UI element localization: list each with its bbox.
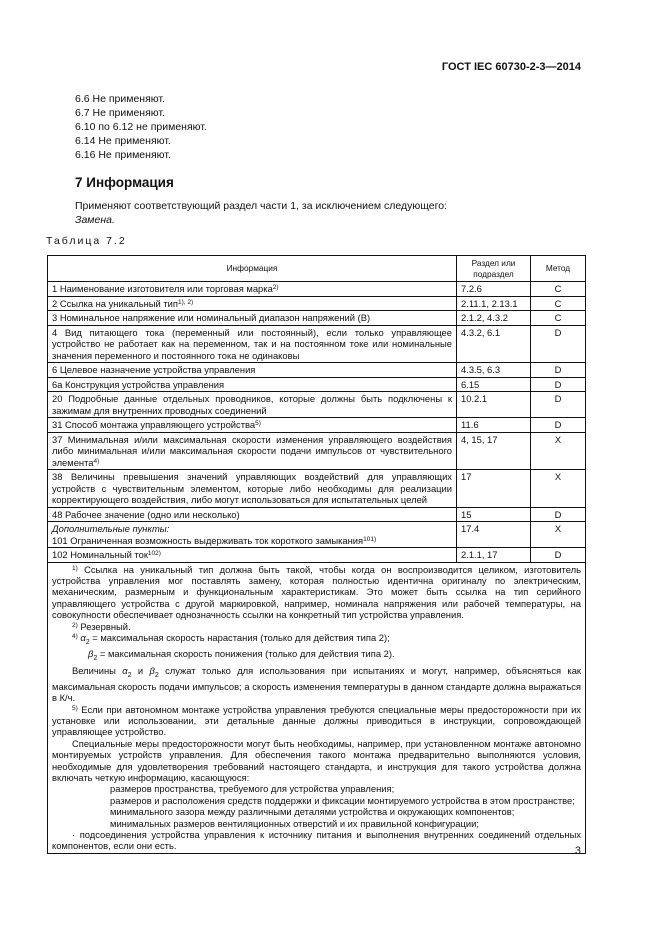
- cell-method: X: [531, 522, 586, 548]
- cell-info: [48, 392, 457, 418]
- footnote-ref: 2): [272, 284, 279, 291]
- info-text: 37 Минимальная и/или максимальная скорости изменения управляющего воздействия либо минимальная и/или максимальная скорости подачи импульсов от чувствительного элемента: [52, 433, 452, 468]
- bullet-mark: ·: [72, 829, 76, 841]
- cell-method: D: [531, 392, 586, 418]
- footnote: [52, 564, 581, 621]
- footnote-text: Специальные меры предосторожности могут быть необходимы, например, при установленном монтаже автономно монтируемых устройств управления. Для обеспечения такого монтажа предварительно выполняются условия, необходимые для удовлетворения требований настоящего стандарта, и инструкция для такого устройства должна включать четкую информацию, касающуюся:: [52, 737, 581, 784]
- cell-info: [48, 363, 457, 378]
- footnote-ref: 5): [255, 420, 261, 427]
- info-subheading: Дополнительные пункты:: [52, 523, 170, 534]
- cell-info: [48, 522, 457, 548]
- footnote-text: и: [137, 664, 144, 676]
- subscript: 2: [154, 671, 159, 679]
- table-row: [48, 325, 586, 363]
- header-method: Метод: [531, 256, 586, 282]
- section-title: 7 Информация: [75, 175, 174, 190]
- footnote-mark: 5): [72, 704, 78, 712]
- cell-section: 2.1.1, 17: [457, 548, 531, 563]
- alpha-symbol: α: [122, 664, 128, 676]
- cell-section: 7.2.6: [457, 282, 531, 297]
- footnote-mark: 2): [72, 621, 78, 629]
- list-item: минимальных размеров вентиляционных отверстий и их правильной конфигурации;: [110, 817, 479, 829]
- cell-method: C: [531, 282, 586, 297]
- footnote-text: Величины: [72, 664, 116, 676]
- cell-section: 2.1.2, 4.3.2: [457, 311, 531, 326]
- footnote: [52, 704, 581, 738]
- footnote: [52, 621, 581, 632]
- table-row: [48, 282, 586, 297]
- table-row: [48, 548, 586, 563]
- footnote-text: подсоединения устройства управления к источнику питания и выполнения внутренних соединений отдельных компонентов, если они есть.: [52, 829, 581, 852]
- document-header: ГОСТ IEC 60730-2-3—2014: [441, 61, 581, 73]
- cell-method: D: [531, 325, 586, 363]
- cell-method: X: [531, 470, 586, 508]
- clause-line: 6.14 Не применяют.: [75, 135, 171, 147]
- table-notes: [48, 562, 586, 853]
- list-item: размеров и расположения средств поддержки и фиксации монтируемого устройства в этом пространстве;: [110, 794, 575, 806]
- cell-section: 11.6: [457, 418, 531, 433]
- cell-info: [48, 377, 457, 392]
- cell-info: [48, 507, 457, 522]
- cell-info: [48, 432, 457, 470]
- cell-section: 6.15: [457, 377, 531, 392]
- footnote-text: Если при автономном монтаже устройства управления требуются специальные меры предосторожности при их установке или использовании, эти детальные данные должны приводиться в инструкции, сопровождающей управляющее устройство.: [52, 703, 581, 738]
- table-row: [48, 377, 586, 392]
- cell-info: [48, 282, 457, 297]
- clause-line: 6.7 Не применяют.: [75, 107, 165, 119]
- table-row: [48, 311, 586, 326]
- alpha-symbol: α: [80, 631, 86, 643]
- cell-method: C: [531, 296, 586, 311]
- cell-method: X: [531, 432, 586, 470]
- subscript: 2: [93, 655, 98, 663]
- clause-line: 6.10 по 6.12 не применяют.: [75, 121, 207, 133]
- table-row: [48, 470, 586, 508]
- subscript: 2: [85, 638, 90, 646]
- footnote-ref: 101): [363, 535, 377, 543]
- footnote-ref: 1), 2): [177, 298, 194, 306]
- clause-line: 6.6 Не применяют.: [75, 93, 165, 105]
- info-text: 2 Ссылка на уникальный тип: [52, 297, 178, 309]
- cell-info: [48, 470, 457, 508]
- list-item: минимального зазора между различными деталями устройства и окружающих компонентов;: [110, 806, 515, 818]
- subscript: 2: [127, 671, 132, 679]
- section-intro: [75, 199, 447, 227]
- footnote-mark: 4): [72, 632, 78, 640]
- table-row: [48, 507, 586, 522]
- footnote-ref: 102): [147, 550, 161, 557]
- cell-section: 17: [457, 470, 531, 508]
- table-notes-row: [48, 562, 586, 853]
- table-row: [48, 432, 586, 470]
- table-row: [48, 363, 586, 378]
- footnote: [88, 648, 581, 664]
- cell-section: 10.2.1: [457, 392, 531, 418]
- cell-info: [48, 311, 457, 326]
- cell-section: 15: [457, 507, 531, 522]
- table-header-row: [48, 256, 586, 282]
- footnote-text: = максимальная скорость нарастания (только для действия типа 2);: [92, 631, 390, 643]
- footnote: [52, 665, 581, 704]
- cell-method: D: [531, 548, 586, 563]
- info-text: 3 Номинальное напряжение или номинальный диапазон напряжений (В): [52, 312, 371, 323]
- cell-info: [48, 296, 457, 311]
- header-section: Раздел или подраздел: [457, 256, 531, 282]
- footnote: [52, 738, 581, 784]
- info-text: 4 Вид питающего тока (переменный или постоянный), если только управляющее устройство не работает как на переменном, так и на постоянном токе или номинальные значения переменного и постоянного тока не одинаковы: [52, 326, 452, 361]
- cell-section: 17.4: [457, 522, 531, 548]
- header-info: Информация: [48, 256, 457, 282]
- information-table: [47, 255, 586, 854]
- footnote-ref: 4): [93, 457, 100, 465]
- cell-method: D: [531, 507, 586, 522]
- footnote-mark: 1): [72, 564, 78, 572]
- page-number: 3: [574, 845, 581, 857]
- table-row: [48, 522, 586, 548]
- info-text: 101 Ограниченная возможность выдерживать ток короткого замыкания: [52, 534, 364, 546]
- info-text: 1 Наименование изготовителя или торговая марка: [52, 283, 273, 294]
- clause-line: 6.16 Не применяют.: [75, 149, 171, 161]
- info-text: 38 Величины превышения значений управляющих воздействий для управляющих устройств с чувствительным элементом, которые либо необходимы для реализации корректирующего воздействия, либо могут использоваться для испытательных целей: [52, 471, 452, 505]
- table-caption: Таблица 7.2: [46, 235, 127, 247]
- cell-method: D: [531, 377, 586, 392]
- cell-section: 2.11.1, 2.13.1: [457, 296, 531, 311]
- info-text: 20 Подробные данные отдельных проводников, которые должны быть подключены к зажимам для внутренних проводных соединений: [52, 393, 452, 416]
- info-text: 6а Конструкция устройства управления: [52, 378, 225, 390]
- cell-info: [48, 548, 457, 563]
- info-text: 102 Номинальный ток: [52, 549, 148, 560]
- beta-symbol: β: [88, 648, 94, 660]
- table-row: [48, 392, 586, 418]
- table-row: [48, 296, 586, 311]
- footnote-text: = максимальная скорость понижения (только для действия типа 2).: [99, 648, 395, 660]
- cell-info: [48, 325, 457, 363]
- cell-method: D: [531, 418, 586, 433]
- clause-list: [75, 92, 207, 162]
- list-item: размеров пространства, требуемого для устройства управления;: [110, 783, 395, 795]
- table-row: [48, 418, 586, 433]
- cell-section: 4.3.5, 6.3: [457, 363, 531, 378]
- footnote: [52, 632, 581, 648]
- cell-method: D: [531, 363, 586, 378]
- footnote: [52, 829, 581, 852]
- cell-section: 4.3.2, 6.1: [457, 325, 531, 363]
- info-text: 6 Целевое назначение устройства управления: [52, 364, 256, 375]
- cell-info: [48, 418, 457, 433]
- footnote-text: Резервный.: [80, 620, 131, 632]
- footnote-text: Ссылка на уникальный тип должна быть такой, чтобы когда он воспроизводится целиком, изготовитель устройства управления мог поставлять замену, которая полностью идентична оригиналу по электрическим, механическим, размерным и функциональным характеристикам. Это может быть ссылка на тип серийного управляющего устройства с другой маркировкой, например, номинала напряжения или рабочей температуры, на совокупности обеспечивает однозначность ссылки на конкретный тип устройства управления.: [52, 563, 582, 621]
- cell-method: C: [531, 311, 586, 326]
- footnote-text: служат только для использования при испытаниях и могут, например, объясняться как максимальная скорость подачи импульсов; а скорость изменения температуры в данном стандарте должна выражаться в К/ч.: [52, 664, 582, 704]
- info-text: 31 Способ монтажа управляющего устройства: [52, 419, 256, 430]
- beta-symbol: β: [149, 664, 155, 676]
- intro-italic: Замена.: [75, 214, 115, 226]
- cell-section: 4, 15, 17: [457, 432, 531, 470]
- info-text: 48 Рабочее значение (одно или несколько): [52, 508, 240, 520]
- intro-text: Применяют соответствующий раздел части 1, за исключением следующего:: [75, 200, 447, 212]
